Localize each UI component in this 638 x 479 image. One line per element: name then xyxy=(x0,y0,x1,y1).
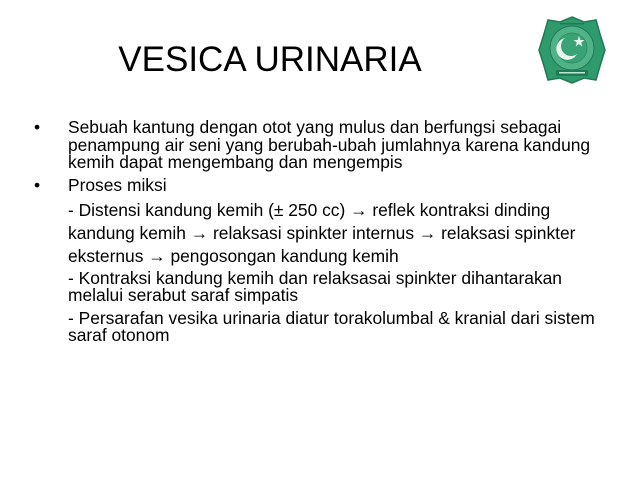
slide-content xyxy=(34,119,614,345)
slide-title: VESICA URINARIA xyxy=(118,40,422,79)
sub-item-text: - Distensi kandung kemih (± 250 cc) → reflek kontraksi dinding kandung kemih → relaksasi spinkter internus → relaksasi spinkter eksternus → pengosongan kandung kemih xyxy=(68,199,576,266)
bullet-text: Sebuah kantung dengan otot yang mulus dan berfungsi sebagai penampung air seni yang berubah-ubah jumlahnya karena kandung kemih dapat mengembang dan mengempis xyxy=(68,117,591,172)
sub-item-text: - Kontraksi kandung kemih dan relaksasai spinkter dihantarakan melalui serabut saraf simpatis xyxy=(68,267,562,305)
bullet-text: Proses miksi xyxy=(68,174,167,195)
sub-item-text: - Persarafan vesika urinaria diatur torakolumbal & kranial dari sistem saraf otonom xyxy=(68,307,595,345)
bullet-icon: • xyxy=(34,117,41,137)
bullet-icon: • xyxy=(34,174,41,195)
bullet-item xyxy=(34,119,614,172)
bullet-item xyxy=(34,175,614,345)
university-emblem-icon xyxy=(536,14,608,86)
